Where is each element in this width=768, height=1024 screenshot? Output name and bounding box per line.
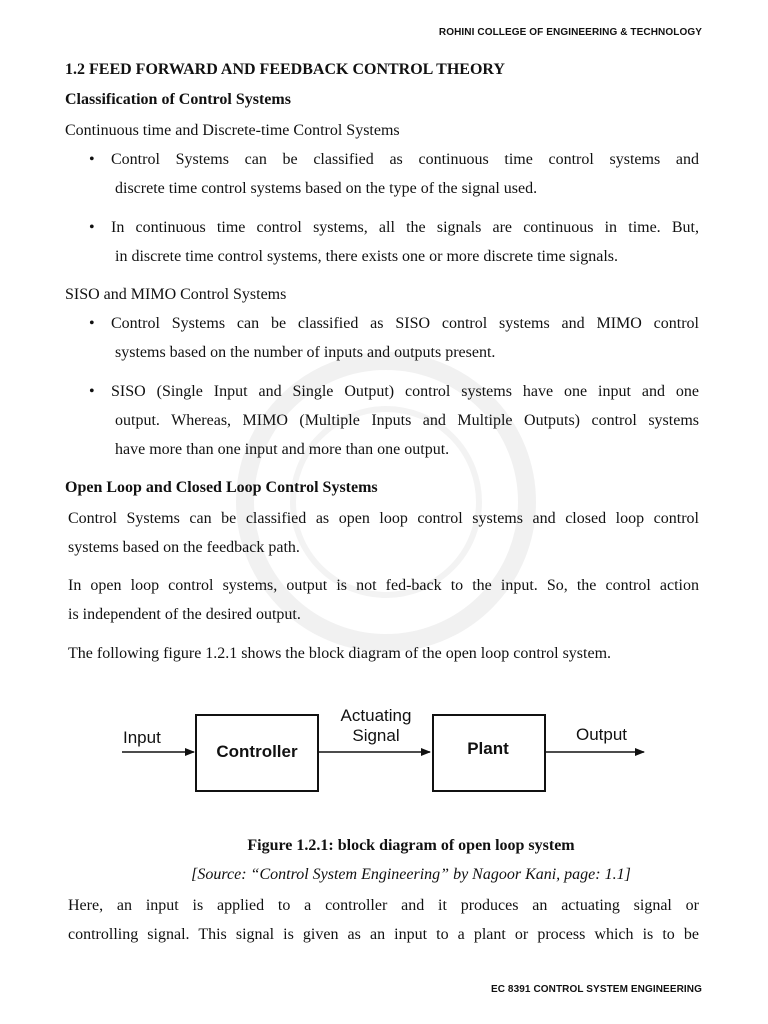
actuating-label-line2: Signal [352, 726, 400, 745]
siso-bullet1-line1: Control Systems can be classified as SISO control systems and MIMO control [111, 315, 699, 332]
continuous-bullet1-line2: discrete time control systems based on the type of the signal used. [115, 180, 538, 197]
bullet-icon: • [89, 383, 95, 400]
page-header: ROHINI COLLEGE OF ENGINEERING & TECHNOLOGY [438, 27, 702, 38]
page-footer: EC 8391 CONTROL SYSTEM ENGINEERING [490, 984, 702, 995]
siso-heading: SISO and MIMO Control Systems [65, 286, 287, 303]
siso-bullet2-line2: output. Whereas, MIMO (Multiple Inputs and Multiple Outputs) control systems [115, 412, 699, 429]
siso-bullet1-line2: systems based on the number of inputs and outputs present. [115, 344, 496, 361]
loop-para2-line2: is independent of the desired output. [68, 606, 301, 623]
continuous-heading: Continuous time and Discrete-time Control Systems [65, 122, 400, 139]
output-label: Output [576, 725, 628, 744]
loop-heading: Open Loop and Closed Loop Control Systems [65, 479, 378, 496]
section-subheading: Classification of Control Systems [65, 91, 291, 108]
loop-para3: The following figure 1.2.1 shows the block diagram of the open loop control system. [68, 645, 612, 662]
continuous-bullet2-line1: In continuous time control systems, all the signals are continuous in time. But, [111, 219, 699, 236]
loop-para1-line1: Control Systems can be classified as open loop control systems and closed loop control [68, 510, 699, 527]
continuous-bullet1-line1: Control Systems can be classified as continuous time control systems and [111, 151, 699, 168]
siso-bullet2-line1: SISO (Single Input and Single Output) control systems have one input and one [111, 383, 699, 400]
continuous-bullet2-line2: in discrete time control systems, there exists one or more discrete time signals. [115, 248, 618, 265]
plant-label: Plant [467, 739, 509, 758]
input-label: Input [123, 728, 161, 747]
figure-caption: Figure 1.2.1: block diagram of open loop system [247, 837, 575, 854]
figure-source: [Source: “Control System Engineering” by Nagoor Kani, page: 1.1] [191, 866, 631, 883]
bullet-icon: • [89, 315, 95, 332]
section-title: 1.2 FEED FORWARD AND FEEDBACK CONTROL THEORY [65, 61, 505, 78]
actuating-label-line1: Actuating [340, 706, 412, 725]
closing-line2: controlling signal. This signal is given as an input to a plant or process which is to be [68, 926, 699, 943]
open-loop-block-diagram [100, 700, 660, 800]
siso-bullet2-line3: have more than one input and more than one output. [115, 441, 450, 458]
loop-para1-line2: systems based on the feedback path. [68, 539, 300, 556]
bullet-icon: • [89, 151, 95, 168]
controller-label: Controller [216, 742, 298, 761]
closing-line1: Here, an input is applied to a controller and it produces an actuating signal or [68, 897, 699, 914]
loop-para2-line1: In open loop control systems, output is not fed-back to the input. So, the control action [68, 577, 699, 594]
bullet-icon: • [89, 219, 95, 236]
